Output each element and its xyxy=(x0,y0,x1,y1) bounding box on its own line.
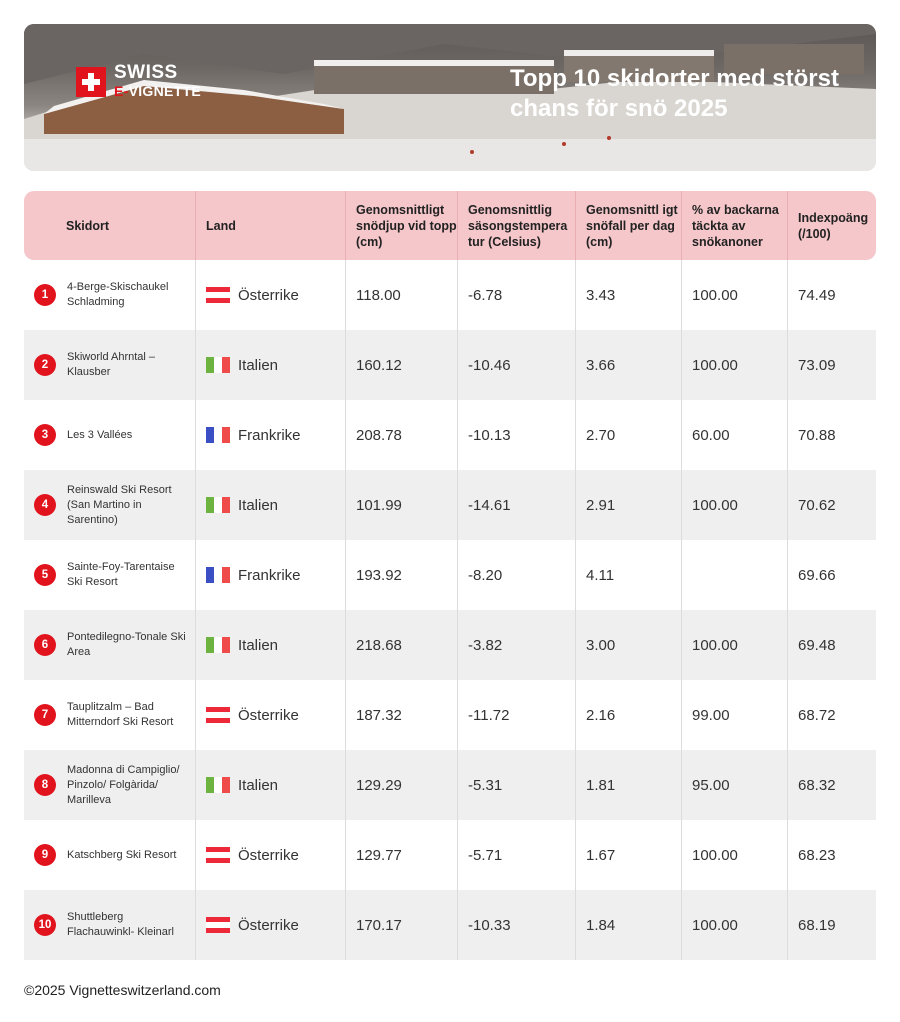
column-header-country: Land xyxy=(196,191,346,260)
resort-name: Katschberg Ski Resort xyxy=(67,848,177,861)
austria-flag-icon xyxy=(206,847,230,863)
country-name: Österrike xyxy=(238,916,299,934)
rank-badge: 3 xyxy=(34,424,56,446)
logo-line-vignette xyxy=(114,82,201,100)
snowfall-cell: 3.66 xyxy=(576,330,682,400)
country-cell xyxy=(196,330,346,400)
resort-name: Tauplitzalm – Bad Mitterndorf Ski Resort xyxy=(67,701,174,728)
temperature-cell: -6.78 xyxy=(458,260,576,330)
temperature-cell: -10.13 xyxy=(458,400,576,470)
snow-depth-cell: 118.00 xyxy=(346,260,458,330)
country-name: Italien xyxy=(238,776,279,794)
index-cell: 73.09 xyxy=(798,356,836,374)
index-cell: 69.48 xyxy=(798,636,836,654)
temperature-cell: -5.31 xyxy=(458,750,576,820)
snow-cannons-cell: 60.00 xyxy=(682,400,788,470)
snowfall-cell: 4.11 xyxy=(576,540,682,610)
table-row xyxy=(24,680,876,750)
column-header-snow-cannons: % av backarna täckta av snökanoner xyxy=(682,191,788,260)
snow-cannons-cell: 100.00 xyxy=(682,890,788,960)
snow-depth-cell: 129.77 xyxy=(346,820,458,890)
snow-depth-cell: 187.32 xyxy=(346,680,458,750)
france-flag-icon xyxy=(206,427,230,443)
snow-depth-cell: 208.78 xyxy=(346,400,458,470)
austria-flag-icon xyxy=(206,287,230,303)
country-cell xyxy=(196,400,346,470)
table-row xyxy=(24,820,876,890)
logo-line-swiss: SWISS xyxy=(114,62,178,83)
country-cell xyxy=(196,610,346,680)
index-cell: 70.62 xyxy=(798,496,836,514)
resort-cell xyxy=(24,890,196,960)
snowfall-cell: 1.81 xyxy=(576,750,682,820)
index-cell: 68.19 xyxy=(798,916,836,934)
country-cell xyxy=(196,890,346,960)
italy-flag-icon xyxy=(206,497,230,513)
resort-name: Shuttleberg Flachauwinkl- Kleinarl xyxy=(67,911,174,938)
resort-name: Madonna di Campiglio/ Pinzolo/ Folgàrida/ Marilleva xyxy=(67,763,180,806)
resort-name: Les 3 Vallées xyxy=(67,428,133,441)
rank-badge: 2 xyxy=(34,354,56,376)
resort-name: Pontedilegno-Tonale Ski Area xyxy=(67,631,186,658)
snow-cannons-cell: 99.00 xyxy=(682,680,788,750)
italy-flag-icon xyxy=(206,357,230,373)
snow-depth-cell: 218.68 xyxy=(346,610,458,680)
snow-depth-cell: 129.29 xyxy=(346,750,458,820)
temperature-cell: -5.71 xyxy=(458,820,576,890)
country-name: Frankrike xyxy=(238,566,301,584)
temperature-cell: -10.33 xyxy=(458,890,576,960)
snow-cannons-cell: 100.00 xyxy=(682,260,788,330)
resort-name: 4-Berge-Skischaukel Schladming xyxy=(67,281,169,308)
table-row xyxy=(24,750,876,820)
country-name: Österrike xyxy=(238,286,299,304)
rank-badge: 9 xyxy=(34,844,56,866)
header-banner xyxy=(24,24,876,171)
temperature-cell: -10.46 xyxy=(458,330,576,400)
snowfall-cell: 1.67 xyxy=(576,820,682,890)
copyright-footer: ©2025 Vignetteswitzerland.com xyxy=(24,982,221,998)
table-row xyxy=(24,610,876,680)
rank-badge: 7 xyxy=(34,704,56,726)
austria-flag-icon xyxy=(206,707,230,723)
resort-cell xyxy=(24,400,196,470)
country-cell xyxy=(196,750,346,820)
logo-vignette-text: VIGNETTE xyxy=(128,83,202,99)
resort-name: Skiworld Ahrntal – Klausber xyxy=(67,351,156,378)
temperature-cell: -8.20 xyxy=(458,540,576,610)
country-cell xyxy=(196,680,346,750)
table-row xyxy=(24,330,876,400)
italy-flag-icon xyxy=(206,637,230,653)
snowfall-cell: 2.70 xyxy=(576,400,682,470)
resort-cell xyxy=(24,540,196,610)
table-row xyxy=(24,470,876,540)
rank-badge: 5 xyxy=(34,564,56,586)
snow-cannons-cell: 95.00 xyxy=(682,750,788,820)
resort-cell xyxy=(24,330,196,400)
resort-cell xyxy=(24,470,196,540)
country-name: Österrike xyxy=(238,706,299,724)
italy-flag-icon xyxy=(206,777,230,793)
swiss-cross-icon xyxy=(76,67,106,97)
snow-depth-cell: 193.92 xyxy=(346,540,458,610)
country-name: Italien xyxy=(238,636,279,654)
index-cell: 68.72 xyxy=(798,706,836,724)
table-row xyxy=(24,540,876,610)
temperature-cell: -14.61 xyxy=(458,470,576,540)
index-cell: 68.23 xyxy=(798,846,836,864)
index-cell: 70.88 xyxy=(798,426,836,444)
column-header-resort: Skidort xyxy=(24,191,196,260)
snowfall-cell: 1.84 xyxy=(576,890,682,960)
france-flag-icon xyxy=(206,567,230,583)
table-row xyxy=(24,890,876,960)
resort-cell xyxy=(24,820,196,890)
country-name: Frankrike xyxy=(238,426,301,444)
country-cell xyxy=(196,260,346,330)
table-body xyxy=(24,260,876,960)
temperature-cell: -11.72 xyxy=(458,680,576,750)
rank-badge: 8 xyxy=(34,774,56,796)
logo-e-accent: E- xyxy=(114,83,129,99)
resort-cell xyxy=(24,750,196,820)
austria-flag-icon xyxy=(206,917,230,933)
snow-cannons-cell: 100.00 xyxy=(682,330,788,400)
column-header-snowfall: Genomsnittl igt snöfall per dag (cm) xyxy=(576,191,682,260)
country-cell xyxy=(196,540,346,610)
index-cell: 68.32 xyxy=(798,776,836,794)
snow-cannons-cell xyxy=(682,540,788,610)
table-row xyxy=(24,400,876,470)
index-cell: 74.49 xyxy=(798,286,836,304)
rank-badge: 4 xyxy=(34,494,56,516)
country-cell xyxy=(196,470,346,540)
snowfall-cell: 2.91 xyxy=(576,470,682,540)
page-title: Topp 10 skidorter med störst chans för snö 2025 xyxy=(510,65,839,122)
rank-badge: 6 xyxy=(34,634,56,656)
snowfall-cell: 3.00 xyxy=(576,610,682,680)
ranking-table xyxy=(24,191,876,960)
resort-name: Sainte-Foy-Tarentaise Ski Resort xyxy=(67,561,175,588)
rank-badge: 10 xyxy=(34,914,56,936)
country-name: Italien xyxy=(238,496,279,514)
resort-cell xyxy=(24,610,196,680)
resort-cell xyxy=(24,680,196,750)
column-header-index: Indexpoäng (/100) xyxy=(798,210,869,241)
column-header-temperature: Genomsnittlig säsongstempera tur (Celsius) xyxy=(458,191,576,260)
resort-name: Reinswald Ski Resort (San Martino in Sarentino) xyxy=(67,483,172,526)
index-cell: 69.66 xyxy=(798,566,836,584)
country-name: Italien xyxy=(238,356,279,374)
snow-depth-cell: 101.99 xyxy=(346,470,458,540)
snow-cannons-cell: 100.00 xyxy=(682,820,788,890)
country-cell xyxy=(196,820,346,890)
snow-cannons-cell: 100.00 xyxy=(682,470,788,540)
table-header xyxy=(24,191,876,260)
column-header-snow-depth: Genomsnittligt snödjup vid topp (cm) xyxy=(346,191,458,260)
snow-depth-cell: 160.12 xyxy=(346,330,458,400)
snowfall-cell: 2.16 xyxy=(576,680,682,750)
country-name: Österrike xyxy=(238,846,299,864)
rank-badge: 1 xyxy=(34,284,56,306)
snow-cannons-cell: 100.00 xyxy=(682,610,788,680)
resort-cell xyxy=(24,260,196,330)
snowfall-cell: 3.43 xyxy=(576,260,682,330)
swiss-evignette-logo xyxy=(76,64,201,100)
table-row xyxy=(24,260,876,330)
snow-depth-cell: 170.17 xyxy=(346,890,458,960)
temperature-cell: -3.82 xyxy=(458,610,576,680)
